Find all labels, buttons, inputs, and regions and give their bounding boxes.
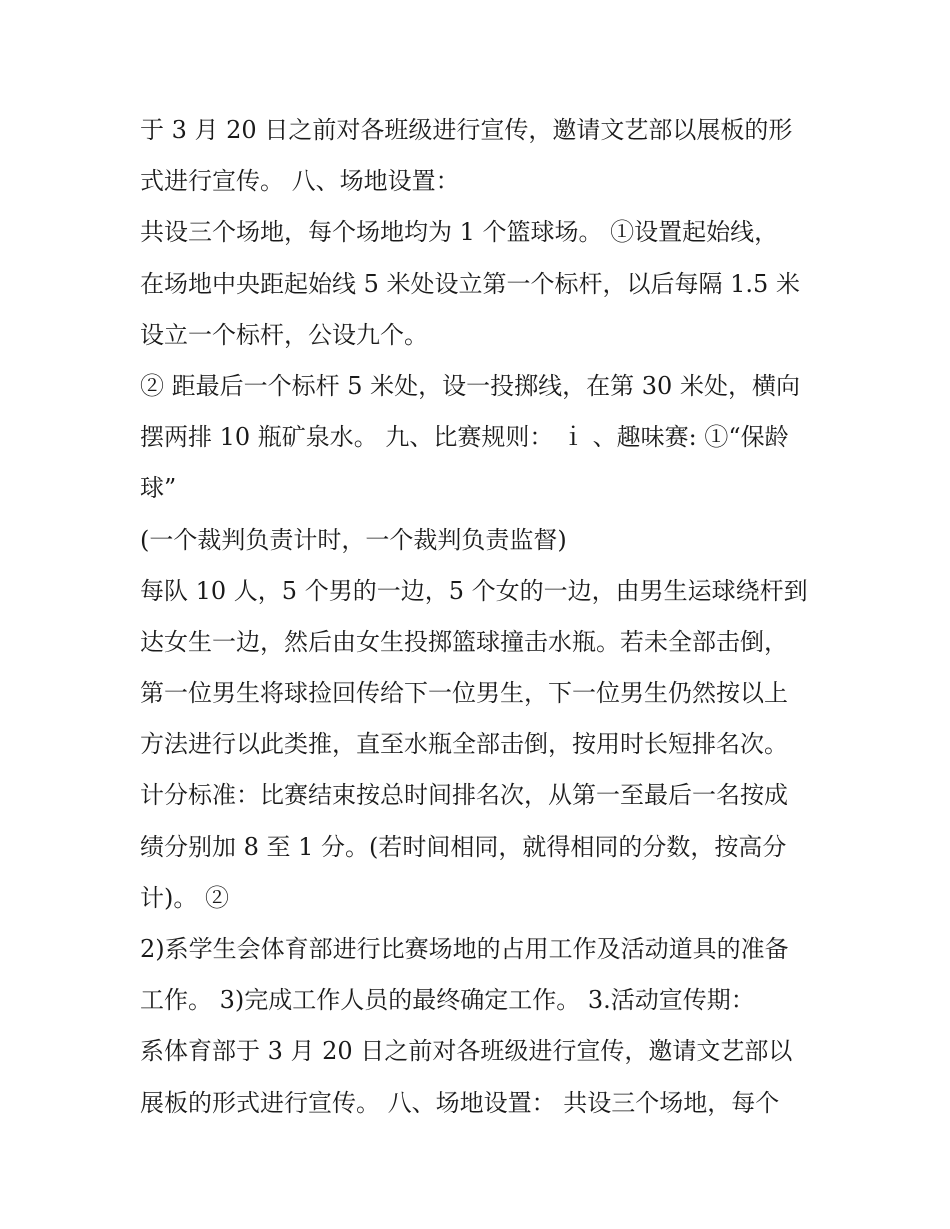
text-line: 计分标准：比赛结束按总时间排名次，从第一至最后一名按成: [140, 781, 788, 810]
text-line: 绩分别加 8 至 1 分。(若时间相同，就得相同的分数，按高分: [140, 832, 787, 861]
text-line: 工作。 3)完成工作人员的最终确定工作。 3.活动宣传期：: [140, 986, 755, 1015]
text-line: 达女生一边，然后由女生投掷篮球撞击水瓶。若未全部击倒，: [140, 627, 788, 656]
text-line: 2)系学生会体育部进行比赛场地的占用工作及活动道具的准备: [140, 935, 789, 963]
document-body: [140, 105, 820, 1129]
text-line: 计)。 ②: [140, 883, 229, 912]
text-line: 摆两排 10 瓶矿泉水。 九、比赛规则： ｉ 、趣味赛: ①“保龄: [140, 423, 789, 452]
text-line: 在场地中央距起始线 5 米处设立第一个标杆，以后每隔 1.5 米: [140, 269, 800, 298]
text-line: (一个裁判负责计时，一个裁判负责监督): [140, 525, 567, 554]
text-line: 于 3 月 20 日之前对各班级进行宣传，邀请文艺部以展板的形: [140, 116, 793, 144]
text-line: 系体育部于 3 月 20 日之前对各班级进行宣传，邀请文艺部以: [140, 1037, 793, 1066]
text-line: 第一位男生将球捡回传给下一位男生，下一位男生仍然按以上: [140, 679, 788, 708]
text-line: 球”: [140, 474, 177, 503]
text-line: 展板的形式进行宣传。 八、场地设置： 共设三个场地，每个: [140, 1088, 780, 1117]
text-line: 式进行宣传。 八、场地设置：: [140, 167, 460, 196]
text-line: ② 距最后一个标杆 5 米处，设一投掷线，在第 30 米处，横向: [140, 371, 800, 400]
text-line: 共设三个场地，每个场地均为 1 个篮球场。 ①设置起始线，: [140, 218, 779, 247]
text-line: 方法进行以此类推，直至水瓶全部击倒，按用时长短排名次。: [140, 730, 788, 759]
text-line: 每队 10 人，5 个男的一边，5 个女的一边，由男生运球绕杆到: [140, 576, 808, 605]
text-line: 设立一个标杆，公设九个。: [140, 320, 428, 349]
